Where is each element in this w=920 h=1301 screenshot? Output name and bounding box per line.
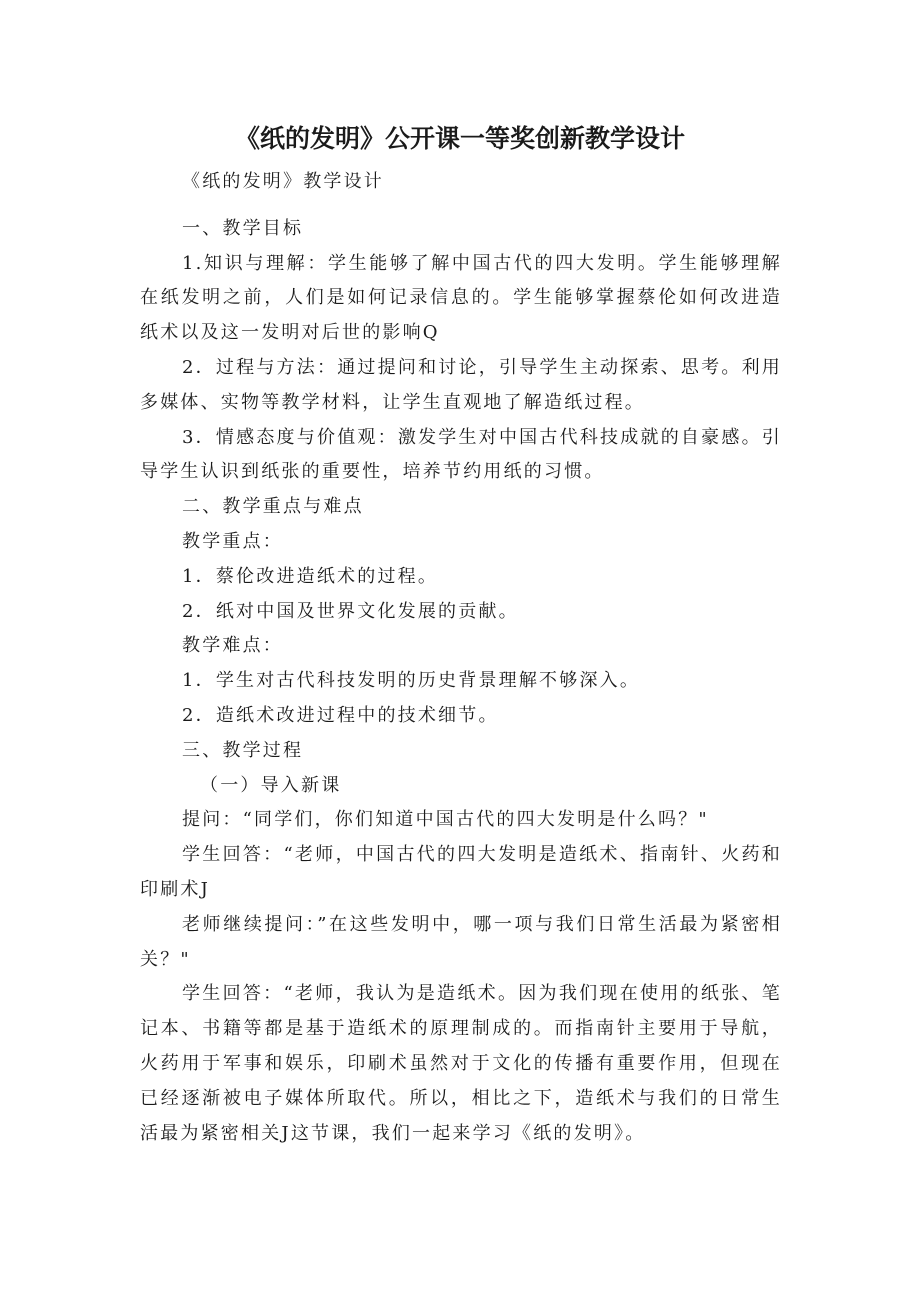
dialog-teacher-question: 提问：“同学们，你们知道中国古代的四大发明是什么吗？" (182, 809, 709, 831)
difficulty-label: 教学难点： (182, 635, 283, 657)
dialog-student-answer-1: 学生回答：“老师，中国古代的四大发明是造纸术、指南针、火药和印刷术J (140, 844, 782, 900)
difficulty-1: 1．学生对古代科技发明的历史背景理解不够深入。 (182, 670, 641, 692)
document-title: 《纸的发明》公开课一等奖创新教学设计 (234, 124, 685, 153)
goal-item-1: 1.知识与理解：学生能够了解中国古代的四大发明。学生能够理解在纸发明之前，人们是如何记录信息的。学生能够掌握蔡伦如何改进造纸术以及这一发明对后世的影响Q (140, 252, 782, 344)
goal-item-3: 3．情感态度与价值观：激发学生对中国古代科技成就的自豪感。引导学生认识到纸张的重要性，培养节约用纸的习惯。 (140, 426, 782, 483)
section-heading-process: 三、教学过程 (182, 739, 304, 761)
goal-item-2: 2．过程与方法：通过提问和讨论，引导学生主动探索、思考。利用多媒体、实物等教学材料，让学生直观地了解造纸过程。 (140, 356, 782, 413)
subtitle: 《纸的发明》教学设计 (182, 171, 384, 192)
difficulty-2: 2．造纸术改进过程中的技术细节。 (182, 704, 499, 726)
dialog-teacher-followup: 老师继续提问：”在这些发明中，哪一项与我们日常生活最为紧密相关？" (140, 913, 782, 970)
key-point-2: 2．纸对中国及世界文化发展的贡献。 (182, 600, 519, 622)
key-points-label: 教学重点： (182, 530, 283, 552)
document-body (140, 165, 782, 1151)
dialog-student-answer-2: 学生回答：“老师，我认为是造纸术。因为我们现在使用的纸张、笔记本、书籍等都是基于造纸术的原理制成的。而指南针主要用于导航，火药用于军事和娱乐，印刷术虽然对于文化的传播有重要作用，但现在已经逐渐被电子媒体所取代。所以，相比之下，造纸术与我们的日常生活最为紧密相关J这节课，我们一起来学习《纸的发明》。 (140, 983, 782, 1144)
section-heading-key-points: 二、教学重点与难点 (182, 496, 364, 518)
section-heading-goals: 一、教学目标 (182, 217, 304, 239)
key-point-1: 1．蔡伦改进造纸术的过程。 (182, 565, 439, 587)
step-heading-intro: （一）导入新课 (200, 774, 342, 796)
